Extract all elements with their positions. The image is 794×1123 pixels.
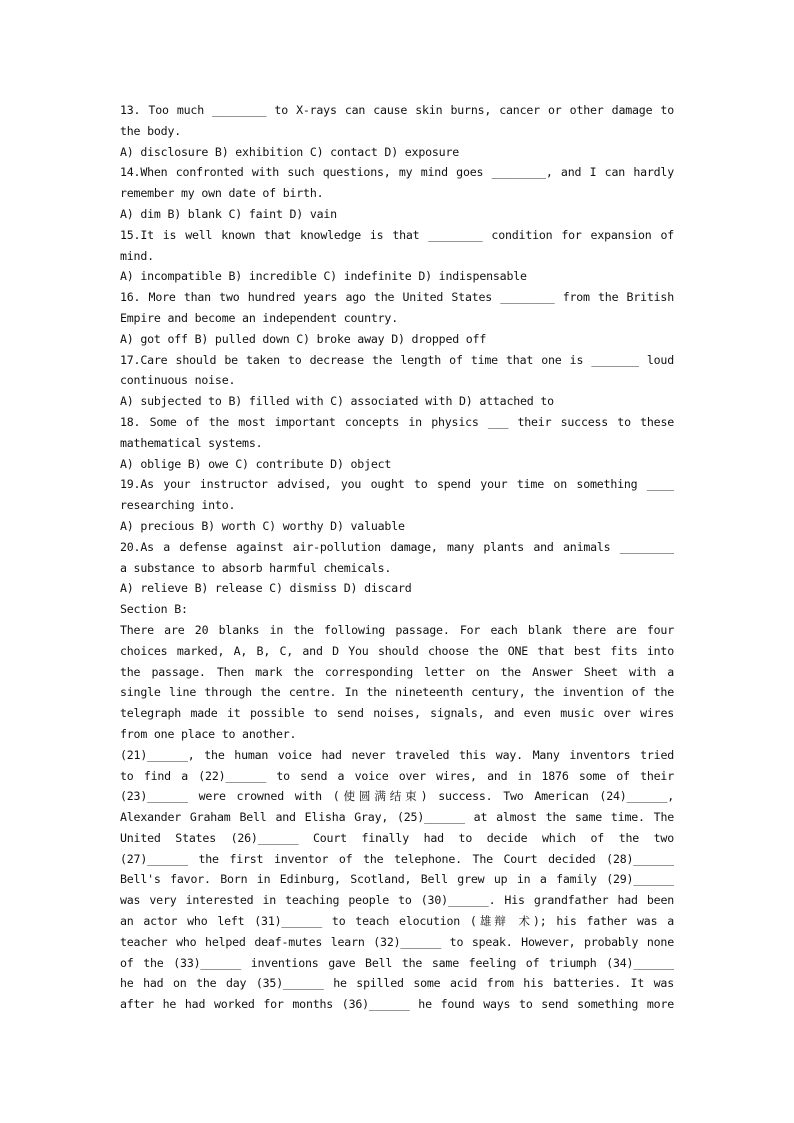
q18-line-1: 18. Some of the most important concepts in physics ___ their success to these [120,414,674,429]
instructions-line-3: the passage. Then mark the corresponding letter on the Answer Sheet with a [120,664,674,679]
q13-options: A) disclosure B) exhibition C) contact D) exposure [120,144,460,159]
passage-line-11: of the (33)______ inventions gave Bell the same feeling of triumph (34)______ [120,955,674,970]
q14-line-2: remember my own date of birth. [120,186,324,201]
document-page [120,100,674,1015]
q14-line-1: 14.When confronted with such questions, my mind goes ________, and I can hardly [120,165,674,180]
q20-line-1: 20.As a defense against air-pollution damage, many plants and animals ________ [120,539,674,554]
q15-line-1: 15.It is well known that knowledge is that ________ condition for expansion of [120,227,674,242]
instructions-line-2: choices marked, A, B, C, and D You should choose the ONE that best fits into [120,643,674,658]
instructions-line-1: There are 20 blanks in the following passage. For each blank there are four [120,622,674,637]
q16-options: A) got off B) pulled down C) broke away D) dropped off [120,331,487,346]
instructions-line-6: from one place to another. [120,726,297,741]
q13-line-2: the body. [120,123,182,138]
q19-line-2: researching into. [120,498,236,513]
q20-options: A) relieve B) release C) dismiss D) discard [120,581,412,596]
q17-line-1: 17.Care should be taken to decrease the length of time that one is _______ loud [120,352,674,367]
passage-line-13: after he had worked for months (36)______ he found ways to send something more [120,997,674,1012]
passage-line-2: to find a (22)______ to send a voice over wires, and in 1876 some of their [120,768,674,783]
section-heading: Section B: [120,602,188,617]
passage-line-10: teacher who helped deaf-mutes learn (32)______ to speak. However, probably none [120,934,674,949]
passage-line-6: (27)______ the first inventor of the telephone. The Court decided (28)______ [120,851,674,866]
passage-line-8: was very interested in teaching people to (30)______. His grandfather had been [120,893,674,908]
q16-line-1: 16. More than two hundred years ago the United States ________ from the British [120,290,674,305]
q17-options: A) subjected to B) filled with C) associated with D) attached to [120,394,554,409]
q15-options: A) incompatible B) incredible C) indefinite D) indispensable [120,269,527,284]
q19-line-1: 19.As your instructor advised, you ought to spend your time on something ____ [120,477,674,492]
instructions-line-4: single line through the centre. In the nineteenth century, the invention of the [120,685,674,700]
instructions-line-5: telegraph made it possible to send noises, signals, and even music over wires [120,706,674,721]
q13-line-1: 13. Too much ________ to X-rays can cause skin burns, cancer or other damage to [120,103,674,117]
q15-line-2: mind. [120,248,154,263]
passage-line-5: United States (26)______ Court finally had to decide which of the two [120,830,674,845]
q16-line-2: Empire and become an independent country. [120,310,398,325]
q18-options: A) oblige B) owe C) contribute D) object [120,456,392,471]
q19-options: A) precious B) worth C) worthy D) valuable [120,518,405,533]
q17-line-2: continuous noise. [120,373,236,388]
passage-line-7: Bell's favor. Born in Edinburg, Scotland, Bell grew up in a family (29)______ [120,872,674,887]
passage-line-12: he had on the day (35)______ he spilled some acid from his batteries. It was [120,976,674,991]
passage-line-1: (21)______, the human voice had never traveled this way. Many inventors tried [120,747,674,762]
q18-line-2: mathematical systems. [120,435,263,450]
passage-line-9: an actor who left (31)______ to teach elocution (雄辩 术); his father was a [120,914,674,929]
q14-options: A) dim B) blank C) faint D) vain [120,206,337,221]
passage-line-3: (23)______ were crowned with (使圆满结束) success. Two American (24)______, [120,789,674,804]
q20-line-2: a substance to absorb harmful chemicals. [120,560,392,575]
passage-line-4: Alexander Graham Bell and Elisha Gray, (25)______ at almost the same time. The [120,810,674,825]
